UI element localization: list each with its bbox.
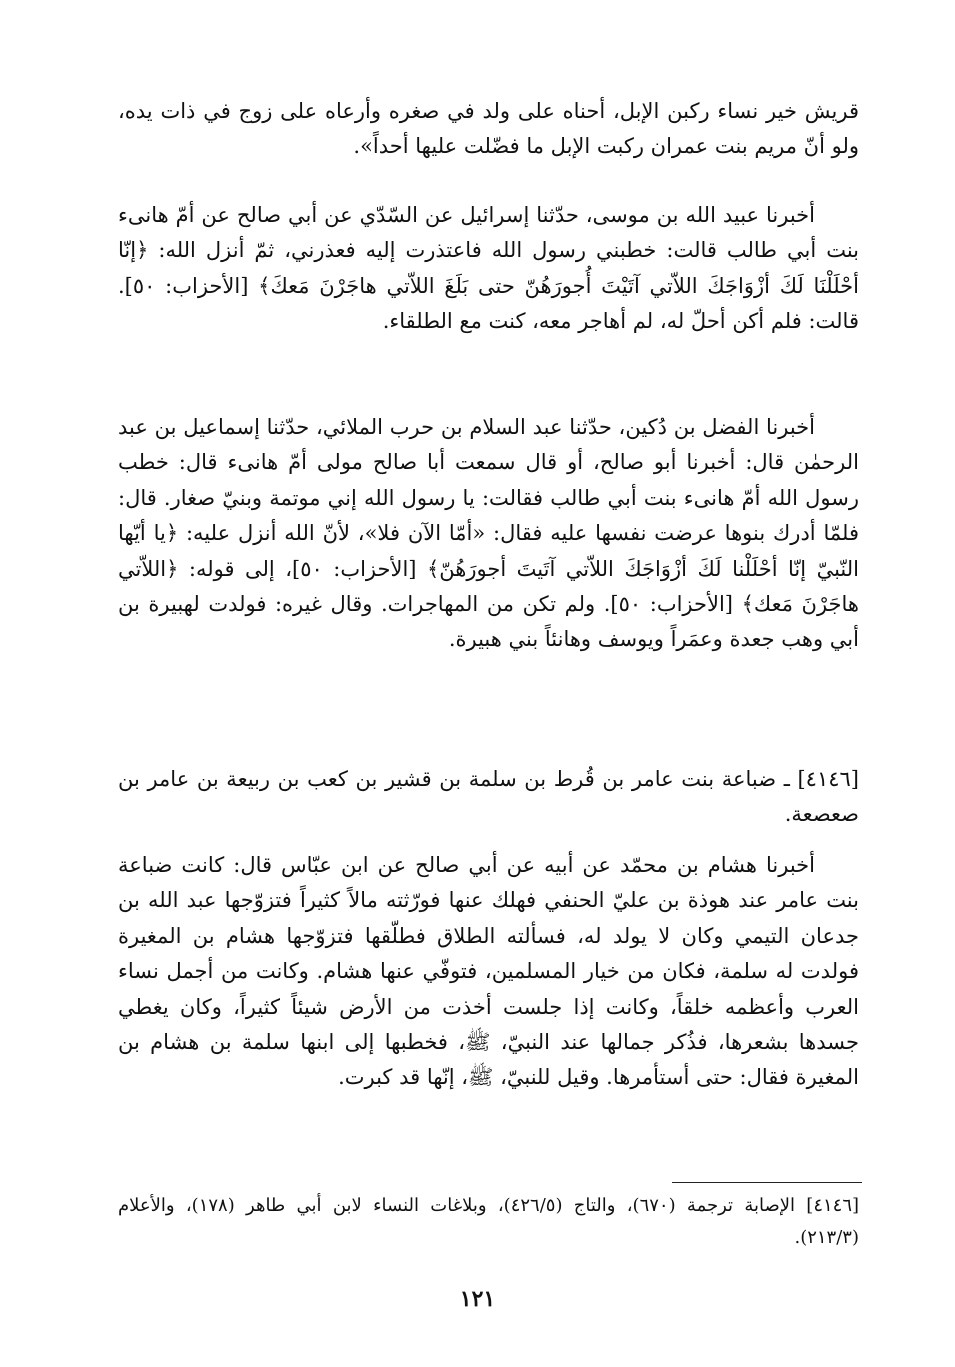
footnote-divider <box>672 1182 862 1183</box>
paragraph-text: [٤١٤٦] ـ ضباعة بنت عامر بن قُرط بن سلمة بن قشير بن كعب بن ربيعة بن عامر بن صعصعة. <box>118 767 859 827</box>
paragraph-text: أخبرنا الفضل بن دُكين، حدّثنا عبد السلام بن حرب الملائي، حدّثنا إسماعيل بن عبد الرحمٰن قال: أخبرنا أبو صالح، أو قال سمعت أبا صالح مولى أمّ هانىء قال: خطب رسول الله أمّ هانىء بنت أبي طالب فقالت: يا رسول الله إني موتمة وبنيّ صغار. قال: فلمّا أدرك بنوها عرضت نفسها عليه فقال: «أمّا الآن فلا»، لأنّ الله أنزل عليه: ﴿يا أيّها النّبيّ إنّا أحْلَلْنا لَكَ أزْوَاجَكَ اللاّتي آتَيتَ أجورَهُنّ﴾ [الأحزاب: ٥٠]، إلى قوله: ﴿اللاّتي هاجَرْنَ مَعك﴾ [الأحزاب: ٥٠]. ولم تكن من المهاجرات. وقال غيره: فولدت لهبيرة بن أبي وهب جعدة وعمَراً ويوسف وهانئاً بني هبيرة. <box>118 415 859 652</box>
paragraph-text: قريش خير نساء ركبن الإبل، أحناه على ولد في صغره وأرعاه على زوج في ذات يده، ولو أنّ مريم بنت عمران ركبت الإبل ما فضّلت عليها أحداً». <box>118 99 859 159</box>
paragraph-narration-fadl <box>118 410 859 658</box>
paragraph-text: أخبرنا هشام بن محمّد عن أبيه عن أبي صالح عن ابن عبّاس قال: كانت ضباعة بنت عامر عند هوذة بن عليّ الحنفي فهلك عنها فورّثته مالاً كثيراً فتزوّجها عبد الله بن جدعان التيمي وكان لا يولد له، فسألته الطلاق فطلّقها فتزوّجها هشام بن المغيرة فولدت له سلمة، فكان من خيار المسلمين، فتوفّي عنها هشام. وكانت من أجمل نساء العرب وأعظمه خلقاً، وكانت إذا جلست أخذت من الأرض شيئاً كثيراً، وكان يغطي جسدها بشعرها، فذُكر جمالها عند النبيّ، ﷺ، فخطبها إلى ابنها سلمة بن هشام بن المغيرة فقال: حتى أستأمرها. وقيل للنبيّ، ﷺ، إنّها قد كبرت. <box>118 853 859 1090</box>
footnote-text: [٤١٤٦] الإصابة ترجمة (٦٧٠)، والتاج (٤٢٦/٥)، وبلاغات النساء لابن أبي طاهر (١٧٨)، والأعلام (٢١٣/٣). <box>118 1195 860 1248</box>
page-number: ١٢١ <box>459 1286 496 1312</box>
paragraph-narration-umm-hani <box>118 198 859 340</box>
footnote <box>118 1190 859 1254</box>
biography-heading <box>118 762 859 833</box>
paragraph-text: أخبرنا عبيد الله بن موسى، حدّثنا إسرائيل عن السّدّي عن أبي صالح عن أمّ هانىء بنت أبي طالب قالت: خطبني رسول الله فاعتذرت إليه فعذرني، ثمّ أنزل الله: ﴿إنّا أحْلَلْنَا لَكَ أزْوَاجَكَ اللاّتي آتَيْتَ أُجورَهُنّ حتى بَلَغَ اللاّتي هاجَرْنَ مَعكَ﴾ [الأحزاب: ٥٠]. قالت: فلم أكن أحلّ له، لم أهاجر معه، كنت مع الطلقاء. <box>118 203 859 334</box>
paragraph-continuation <box>118 94 859 165</box>
paragraph-narration-dubaa <box>118 848 859 1096</box>
